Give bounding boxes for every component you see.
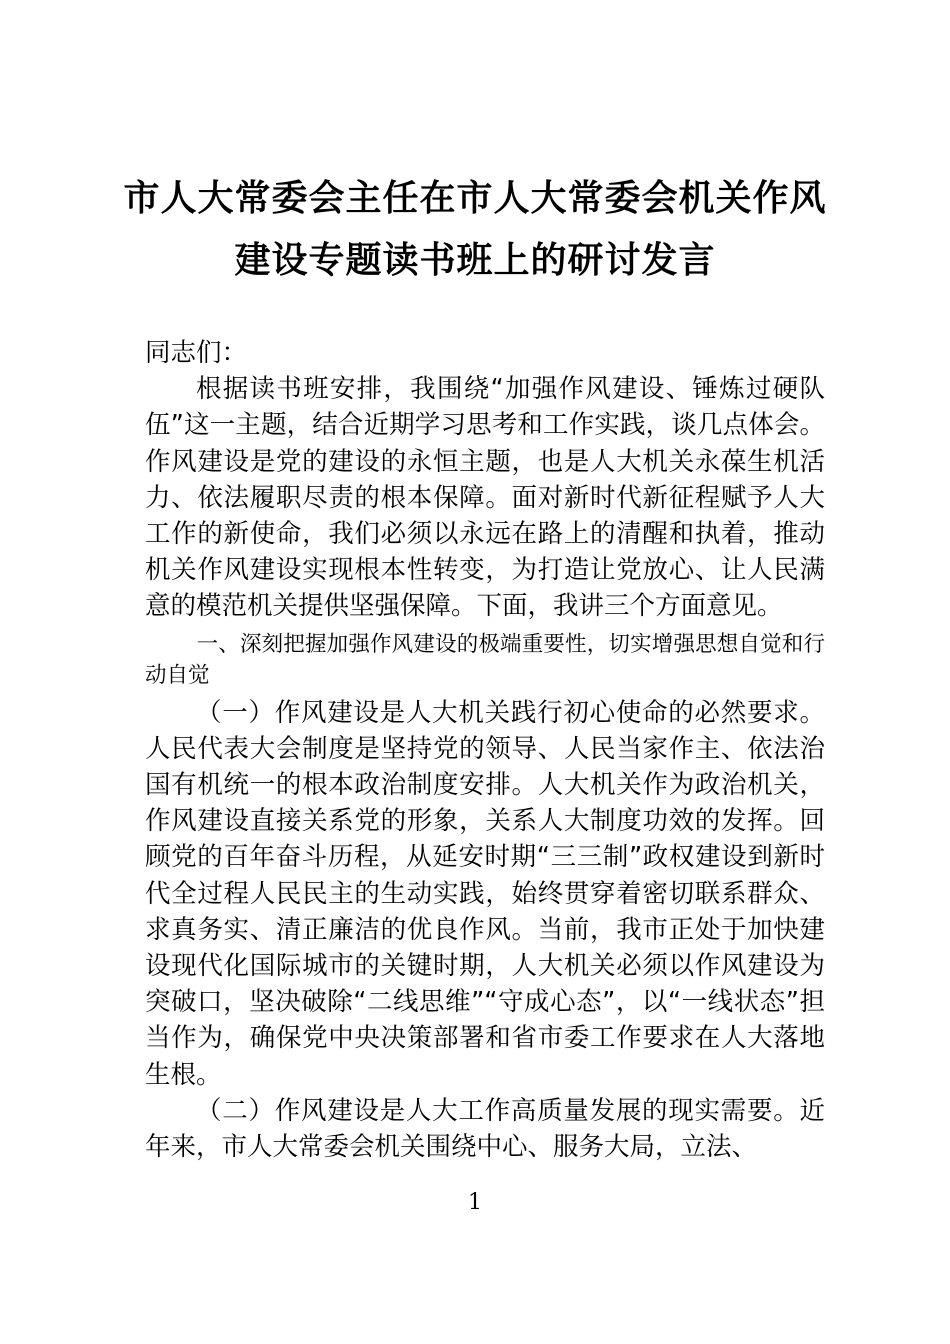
salutation: 同志们： (145, 338, 248, 368)
paragraph-intro: 根据读书班安排，我围绕“加强作风建设、锤炼过硬队伍”这一主题，结合近期学习思考和工作实践，谈几点体会。作风建设是党的建设的永恒主题，也是人大机关永葆生机活力、依法履职尽责的根本保障。面对新时代新征程赋予人大工作的新使命，我们必须以永远在路上的清醒和执着，推动机关作风建设实现根本性转变，为打造让党放心、让人民满意的模范机关提供坚强保障。下面，我讲三个方面意见。 (145, 374, 825, 622)
document-title: 市人大常委会主任在市人大常委会机关作风建设专题读书班上的研讨发言 (123, 178, 827, 281)
paragraph-section-1-1: （一）作风建设是人大机关践行初心使命的必然要求。人民代表大会制度是坚持党的领导、人民当家作主、依法治国有机统一的根本政治制度安排。人大机关作为政治机关，作风建设直接关系党的形象，关系人大制度功效的发挥。回顾党的百年奋斗历程，从延安时期“三三制”政权建设到新时代全过程人民民主的生动实践，始终贯穿着密切联系群众、求真务实、清正廉洁的优良作风。当前，我市正处于加快建设现代化国际城市的关键时期，人大机关必须以作风建设为突破口，坚决破除“二线思维”“守成心态”，以“一线状态”担当作为，确保党中央决策部署和省市委工作要求在人大落地生根。 (145, 697, 825, 1090)
paragraph-section-1-2: （二）作风建设是人大工作高质量发展的现实需要。近年来，市人大常委会机关围绕中心、服务大局，立法、 (145, 1095, 825, 1163)
section-heading-1: 一、深刻把握加强作风建设的极端重要性，切实增强思想自觉和行动自觉 (145, 631, 825, 688)
page-number: 1 (468, 1190, 482, 1215)
document-body (145, 335, 825, 1165)
